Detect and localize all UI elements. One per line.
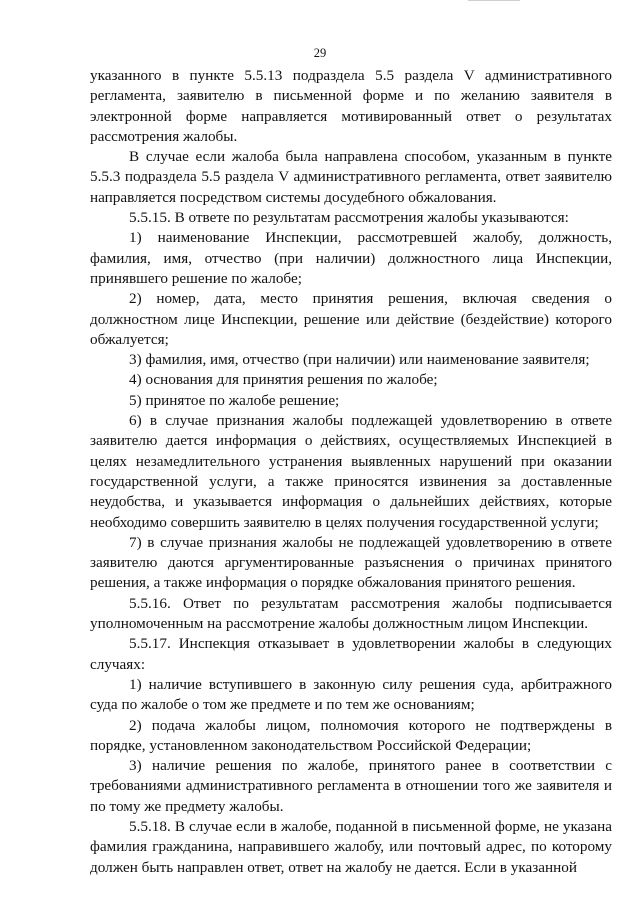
list-item: 3) наличие решения по жалобе, принятого ранее в соответствии с требованиями административного регламента в отношении того же заявителя и по тому же предмету жалобы.	[90, 757, 612, 815]
list-item: 7) в случае признания жалобы не подлежащей удовлетворению в ответе заявителю даются аргументированные разъяснения о причинах принятого решения, а также информация о порядке обжалования принятого решения.	[90, 533, 612, 592]
list-item: 5) принятое по жалобе решение;	[129, 391, 340, 409]
list-item: 2) номер, дата, место принятия решения, включая сведения о должностном лице Инспекции, решение или действие (бездействие) которого обжалуется;	[90, 290, 612, 348]
paragraph: 5.5.17. Инспекция отказывает в удовлетворении жалобы в следующих случаях:	[90, 635, 612, 673]
scan-edge-mark	[468, 0, 520, 1]
list-item: 1) наличие вступившего в законную силу решения суда, арбитражного суда по жалобе о том же предмете и по тем же основаниям;	[90, 675, 612, 714]
paragraph: В случае если жалоба была направлена способом, указанным в пункте 5.5.3 подраздела 5.5 раздела V административного регламента, ответ заявителю направляется посредством системы досудебного обжалования.	[90, 148, 612, 206]
list-item: 1) наименование Инспекции, рассмотревшей жалобу, должность, фамилия, имя, отчество (при наличии) должностного лица Инспекции, принявшего решение по жалобе;	[90, 229, 612, 287]
list-item: 4) основания для принятия решения по жалобе;	[129, 371, 438, 389]
list-item: 2) подача жалобы лицом, полномочия которого не подтверждены в порядке, установленном законодательством Российской Федерации;	[90, 716, 612, 754]
page-number: 29	[313, 46, 327, 60]
paragraph: 5.5.18. В случае если в жалобе, поданной в письменной форме, не указана фамилия гражданина, направившего жалобу, или почтовый адрес, по которому должен быть направлен ответ, ответ на жалобу не дается. Если в указанной	[90, 817, 612, 876]
paragraph: указанного в пункте 5.5.13 подраздела 5.5 раздела V административного регламента, заявителю в письменной форме и по желанию заявителя в электронной форме направляется мотивированный ответ о результатах рассмотрения жалобы.	[90, 67, 612, 145]
document-body	[90, 66, 612, 878]
paragraph: 5.5.15. В ответе по результатам рассмотрения жалобы указываются:	[129, 209, 569, 227]
paragraph: 5.5.16. Ответ по результатам рассмотрения жалобы подписывается уполномоченным на рассмотрение жалобы должностным лицом Инспекции.	[90, 594, 612, 633]
list-item: 3) фамилия, имя, отчество (при наличии) или наименование заявителя;	[129, 351, 590, 369]
list-item: 6) в случае признания жалобы подлежащей удовлетворению в ответе заявителю дается информация о действиях, осуществляемых Инспекцией в целях незамедлительного устранения выявленных нарушений при оказании государственной услуги, а также приносятся извинения за доставленные неудобства, и указывается информация о дальнейших действиях, которые необходимо совершить заявителю в целях получения государственной услуги;	[90, 412, 612, 531]
